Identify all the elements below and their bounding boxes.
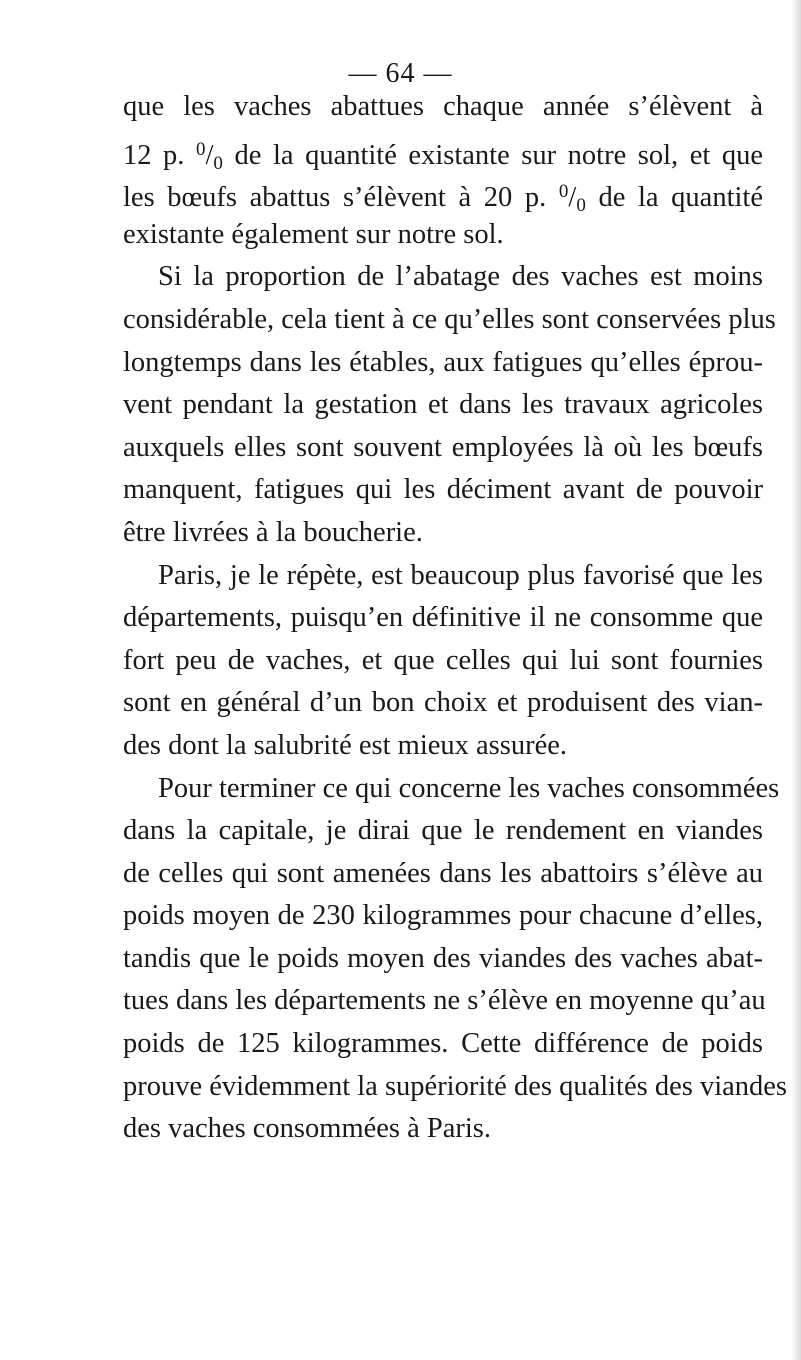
text-line: des vaches consommées à Paris. xyxy=(123,1113,492,1145)
text-line: dans la capitale, je dirai que le rendement en viandes xyxy=(123,815,763,847)
text-line: Pour terminer ce qui concerne les vaches consommées xyxy=(158,772,780,804)
text-line: des dont la salubrité est mieux assurée. xyxy=(123,729,568,761)
text-line: prouve évidemment la supériorité des qualités des viandes xyxy=(123,1070,788,1102)
text-line: auxquels elles sont souvent employées là où les bœufs xyxy=(123,431,763,463)
text-line: longtemps dans les étables, aux fatigues qu’elles éprou- xyxy=(123,346,763,378)
page-edge-shadow xyxy=(791,0,801,1360)
text-line: être livrées à la boucherie. xyxy=(123,516,423,548)
text-line: fort peu de vaches, et que celles qui lui sont fournies xyxy=(123,644,763,676)
text-line: Paris, je le répète, est beaucoup plus favorisé que les xyxy=(158,559,763,591)
text-line: existante également sur notre sol. xyxy=(123,218,504,250)
text-line: tandis que le poids moyen des viandes des vaches abat- xyxy=(123,942,763,974)
text-line: manquent, fatigues qui les déciment avant de pouvoir xyxy=(123,474,763,506)
text-line: Si la proportion de l’abatage des vaches est moins xyxy=(158,261,763,293)
text-line: départements, puisqu’en définitive il ne consomme que xyxy=(123,602,763,634)
text-line: vent pendant la gestation et dans les travaux agricoles xyxy=(123,389,763,421)
text-line: de celles qui sont amenées dans les abattoirs s’élève au xyxy=(123,857,763,889)
body-text xyxy=(123,86,788,1151)
text-line: considérable, cela tient à ce qu’elles sont conservées plus xyxy=(123,303,776,335)
text-line: que les vaches abattues chaque année s’élèvent à xyxy=(123,91,763,122)
text-line: les bœufs abattus s’élèvent à 20 p. $^0$/0 de la quantité xyxy=(123,181,763,217)
text-line: sont en général d’un bon choix et produisent des vian- xyxy=(123,687,763,719)
text-line: poids moyen de 230 kilogrammes pour chacune d’elles, xyxy=(123,900,763,932)
page-number: — 64 — xyxy=(348,58,453,89)
text-line: poids de 125 kilogrammes. Cette différence de poids xyxy=(123,1028,763,1060)
text-line: tues dans les départements ne s’élève en moyenne qu’au xyxy=(123,985,766,1017)
text-line: 12 p. $^0$/0 de la quantité existante sur notre sol, et que xyxy=(123,138,764,174)
